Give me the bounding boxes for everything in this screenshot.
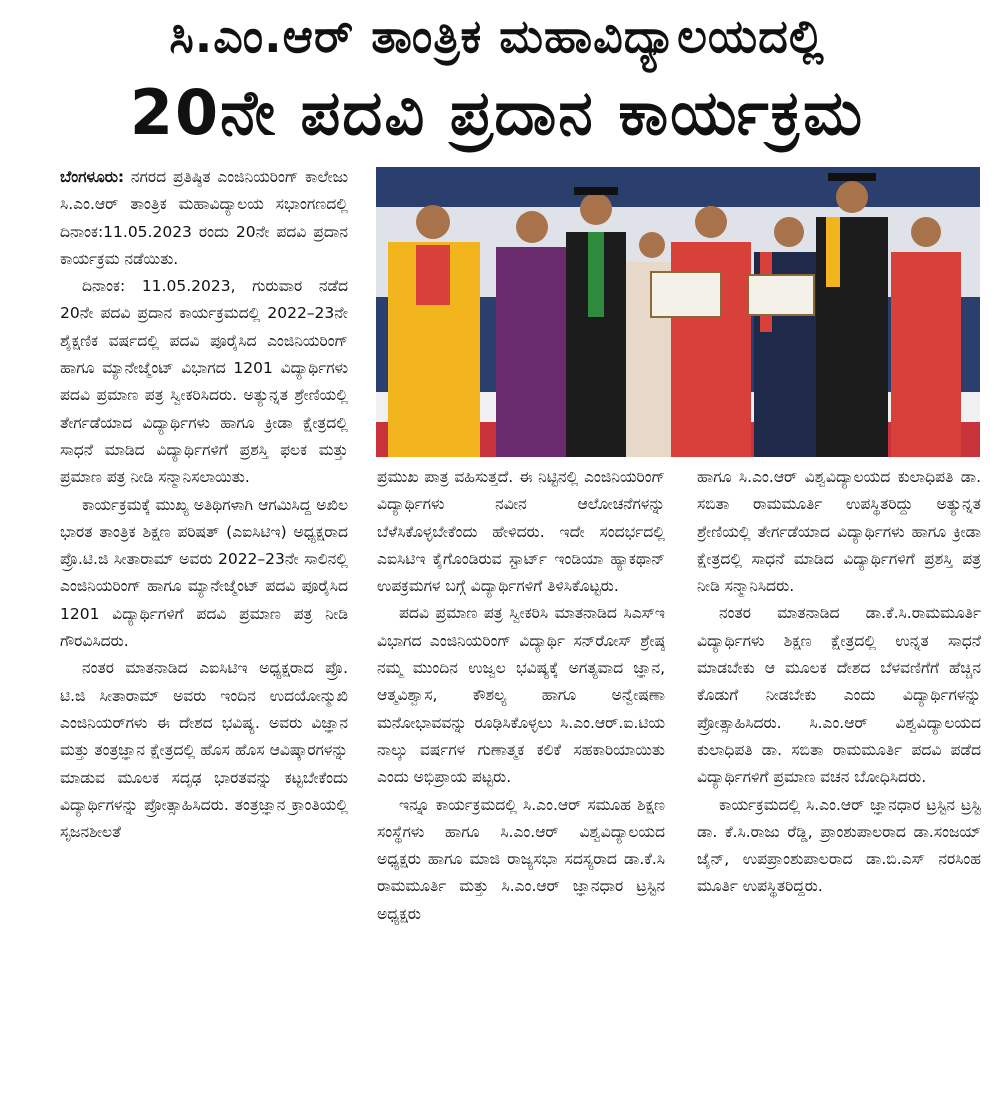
person-red-robe-right <box>891 217 961 457</box>
person-saree <box>626 232 678 457</box>
person-purple-robe <box>496 211 568 457</box>
dateline: ಬೆಂಗಳೂರು: <box>60 168 125 186</box>
headline-line1: ಸಿ.ಎಂ.ಆರ್ ತಾಂತ್ರಿಕ ಮಹಾವಿದ್ಯಾಲಯದಲ್ಲಿ <box>169 9 825 63</box>
paragraph: ಕಾರ್ಯಕ್ರಮಕ್ಕೆ ಮುಖ್ಯ ಅತಿಥಿಗಳಾಗಿ ಆಗಮಿಸಿದ್ದ ಅಖಿಲ ಭಾರತ ತಾಂತ್ರಿಕ ಶಿಕ್ಷಣ ಪರಿಷತ್ (ಎಐಸಿಟಿಇ) ಅಧ್ಯಕ್ಷರಾದ ಪ್ರೊ.ಟಿ.ಜಿ ಸೀತಾರಾಮ್ ಅವರು 2022–23ನೇ ಸಾಲಿನಲ್ಲಿ ಎಂಜಿನಿಯರಿಂಗ್ ಹಾಗೂ ಮ್ಯಾನೇಜ್ಮೆಂಟ್ ಪದವಿ ಪೂರೈಸಿದ 1201 ವಿದ್ಯಾರ್ಥಿಗಳಿಗೆ ಪದವಿ ಪ್ರಮಾಣ ಪತ್ರ ನೀಡಿ ಗೌರವಿಸಿದರು. <box>60 495 348 651</box>
person-navy-robe <box>748 217 824 457</box>
paragraph: ದಿನಾಂಕ: 11.05.2023, ಗುರುವಾರ ನಡೆದ 20ನೇ ಪದವಿ ಪ್ರದಾನ ಕಾರ್ಯಕ್ರಮದಲ್ಲಿ 2022–23ನೇ ಶೈಕ್ಷಣಿಕ ವರ್ಷದಲ್ಲಿ ಪದವಿ ಪೂರೈಸಿದ ಎಂಜಿನಿಯರಿಂಗ್ ಹಾಗೂ ಮ್ಯಾನೇಜ್ಮೆಂಟ್ ವಿಭಾಗದ 1201 ವಿದ್ಯಾರ್ಥಿಗಳು ಪದವಿ ಪ್ರಮಾಣ ಪತ್ರ ಸ್ವೀಕರಿಸಿದರು. ಅತ್ಯುನ್ನತ ಶ್ರೇಣಿಯಲ್ಲಿ ತೇರ್ಗಡೆಯಾದ ವಿದ್ಯಾರ್ಥಿಗಳು ಹಾಗೂ ಕ್ರೀಡಾ ಕ್ಷೇತ್ರದಲ್ಲಿ ಸಾಧನೆ ಮಾಡಿದ ವಿದ್ಯಾರ್ಥಿಗಳಿಗೆ ಪ್ರಶಸ್ತಿ ಫಲಕ ಮತ್ತು ಪ್ರಮಾಣ ಪತ್ರ ನೀಡಿ ಸನ್ಮಾನಿಸಲಾಯಿತು. <box>60 277 348 487</box>
paragraph <box>60 164 348 273</box>
ceremony-photo <box>376 167 980 457</box>
article-column-2 <box>377 464 665 1064</box>
article-column-1 <box>60 164 348 1064</box>
paragraph: ಹಾಗೂ ಸಿ.ಎಂ.ಆರ್ ವಿಶ್ವವಿದ್ಯಾಲಯದ ಕುಲಾಧಿಪತಿ ಡಾ. ಸಬಿತಾ ರಾಮಮೂರ್ತಿ ಉಪಸ್ಥಿತರಿದ್ದು ಅತ್ಯುನ್ನತ ಶ್ರೇಣಿಯಲ್ಲಿ ತೇರ್ಗಡೆಯಾದ ವಿದ್ಯಾರ್ಥಿಗಳು ಹಾಗೂ ಕ್ರೀಡಾ ಕ್ಷೇತ್ರದಲ್ಲಿ ಸಾಧನೆ ಮಾಡಿದ ವಿದ್ಯಾರ್ಥಿಗಳಿಗೆ ಪ್ರಶಸ್ತಿ ಪತ್ರ ನೀಡಿ ಸನ್ಮಾನಿಸಿದರು. <box>697 468 981 596</box>
article-column-3 <box>697 464 981 1064</box>
paragraph: ಕಾರ್ಯಕ್ರಮದಲ್ಲಿ ಸಿ.ಎಂ.ಆರ್ ಜ್ಞಾನಧಾರ ಟ್ರಸ್ಟಿನ ಟ್ರಸ್ಟಿ ಡಾ. ಕೆ.ಸಿ.ರಾಜು ರೆಡ್ಡಿ, ಪ್ರಾಂಶುಪಾಲರಾದ ಡಾ.ಸಂಜಯ್ ಜೈನ್, ಉಪಪ್ರಾಂಶುಪಾಲರಾದ ಡಾ.ಬಿ.ಎಸ್ ನರಸಿಂಹ ಮೂರ್ತಿ ಉಪಸ್ಥಿತರಿದ್ದರು. <box>697 795 981 896</box>
paragraph: ಪದವಿ ಪ್ರಮಾಣ ಪತ್ರ ಸ್ವೀಕರಿಸಿ ಮಾತನಾಡಿದ ಸಿಎಸ್ಇ ವಿಭಾಗದ ಎಂಜಿನಿಯರಿಂಗ್ ವಿದ್ಯಾರ್ಥಿ ಸನ್‌ರೋಸ್ ಶ್ರೇಷ್ಠ ನಮ್ಮ ಮುಂದಿನ ಉಜ್ವಲ ಭವಿಷ್ಯಕ್ಕೆ ಅಗತ್ಯವಾದ ಜ್ಞಾನ, ಆತ್ಮವಿಶ್ವಾಸ, ಕೌಶಲ್ಯ ಹಾಗೂ ಅನ್ವೇಷಣಾ ಮನೋಭಾವವನ್ನು ರೂಢಿಸಿಕೊಳ್ಳಲು ಸಿ.ಎಂ.ಆರ್.ಐ.ಟಿಯ ನಾಲ್ಕು ವರ್ಷಗಳ ಗುಣಾತ್ಮಕ ಕಲಿಕೆ ಸಹಕಾರಿಯಾಯಿತು ಎಂದು ಅಭಿಪ್ರಾಯ ಪಟ್ಟರು. <box>377 604 665 787</box>
paragraph: ಪ್ರಮುಖ ಪಾತ್ರ ವಹಿಸುತ್ತದೆ. ಈ ನಿಟ್ಟಿನಲ್ಲಿ ಎಂಜಿನಿಯರಿಂಗ್ ವಿದ್ಯಾರ್ಥಿಗಳು ನವೀನ ಆಲೋಚನೆಗಳನ್ನು ಬೆಳೆಸಿಕೊಳ್ಳಬೇಕೆಂದು ಹೇಳಿದರು. ಇದೇ ಸಂದರ್ಭದಲ್ಲಿ ಎಐಸಿಟಿಇ ಕೈಗೊಂಡಿರುವ ಸ್ಟಾರ್ಟ್ ಇಂಡಿಯಾ ಹ್ಯಾಕಥಾನ್ ಉಪಕ್ರಮಗಳ ಬಗ್ಗೆ ವಿದ್ಯಾರ್ಥಿಗಳಿಗೆ ತಿಳಿಸಿಕೊಟ್ಟರು. <box>377 468 665 596</box>
paragraph: ಇನ್ನೂ ಕಾರ್ಯಕ್ರಮದಲ್ಲಿ ಸಿ.ಎಂ.ಆರ್ ಸಮೂಹ ಶಿಕ್ಷಣ ಸಂಸ್ಥೆಗಳು ಹಾಗೂ ಸಿ.ಎಂ.ಆರ್ ವಿಶ್ವವಿದ್ಯಾಲಯದ ಅಧ್ಯಕ್ಷರು ಹಾಗೂ ಮಾಜಿ ರಾಜ್ಯಸಭಾ ಸದಸ್ಯರಾದ ಡಾ.ಕೆ.ಸಿ ರಾಮಮೂರ್ತಿ ಮತ್ತು ಸಿ.ಎಂ.ಆರ್ ಜ್ಞಾನಧಾರ ಟ್ರಸ್ಟಿನ ಅಧ್ಯಕ್ಷರು <box>377 795 665 923</box>
paragraph: ನಂತರ ಮಾತನಾಡಿದ ಎಐಸಿಟಿಇ ಅಧ್ಯಕ್ಷರಾದ ಪ್ರೊ. ಟಿ.ಜಿ ಸೀತಾರಾಮ್ ಅವರು ಇಂದಿನ ಉದಯೋನ್ಮುಖಿ ಎಂಜಿನಿಯರ್‌ಗಳು ಈ ದೇಶದ ಭವಿಷ್ಯ. ಅವರು ವಿಜ್ಞಾನ ಮತ್ತು ತಂತ್ರಜ್ಞಾನ ಕ್ಷೇತ್ರದಲ್ಲಿ ಹೊಸ ಹೊಸ ಆವಿಷ್ಕಾರಗಳನ್ನು ಮಾಡುವ ಮೂಲಕ ಸದೃಢ ಭಾರತವನ್ನು ಕಟ್ಟಬೇಕೆಂದು ವಿದ್ಯಾರ್ಥಿಗಳನ್ನು ಪ್ರೋತ್ಸಾಹಿಸಿದರು. ತಂತ್ರಜ್ಞಾನ ಕ್ರಾಂತಿಯಲ್ಲಿ ಸೃಜನಶೀಲತೆ <box>60 659 348 842</box>
ceremony-photo-illustration <box>376 167 980 457</box>
person-yellow-robe <box>388 205 480 457</box>
paragraph: ನಂತರ ಮಾತನಾಡಿದ ಡಾ.ಕೆ.ಸಿ.ರಾಮಮೂರ್ತಿ ವಿದ್ಯಾರ್ಥಿಗಳು ಶಿಕ್ಷಣ ಕ್ಷೇತ್ರದಲ್ಲಿ ಉನ್ನತ ಸಾಧನೆ ಮಾಡಬೇಕು ಆ ಮೂಲಕ ದೇಶದ ಬೆಳವಣಿಗೆಗೆ ಹೆಚ್ಚಿನ ಕೊಡುಗೆ ನೀಡಬೇಕು ಎಂದು ವಿದ್ಯಾರ್ಥಿಗಳನ್ನು ಪ್ರೋತ್ಸಾಹಿಸಿದರು. ಸಿ.ಎಂ.ಆರ್ ವಿಶ್ವವಿದ್ಯಾಲಯದ ಕುಲಾಧಿಪತಿ ಡಾ. ಸಬಿತಾ ರಾಮಮೂರ್ತಿ ಪದವಿ ಪಡೆದ ವಿದ್ಯಾರ್ಥಿಗಳಿಗೆ ಪ್ರಮಾಣ ವಚನ ಬೋಧಿಸಿದರು. <box>697 604 981 787</box>
headline-line2: 20ನೇ ಪದವಿ ಪ್ರದಾನ ಕಾರ್ಯಕ್ರಮ <box>129 76 865 149</box>
paragraph-text: ನಗರದ ಪ್ರತಿಷ್ಠಿತ ಎಂಜಿನಿಯರಿಂಗ್ ಕಾಲೇಜು ಸಿ.ಎಂ.ಆರ್ ತಾಂತ್ರಿಕ ಮಹಾವಿದ್ಯಾಲಯ ಸಭಾಂಗಣದಲ್ಲಿ ದಿನಾಂಕ:11.05.2023 ರಂದು 20ನೇ ಪದವಿ ಪ್ರದಾನ ಕಾರ್ಯಕ್ರಮ ನಡೆಯಿತು. <box>60 168 348 268</box>
